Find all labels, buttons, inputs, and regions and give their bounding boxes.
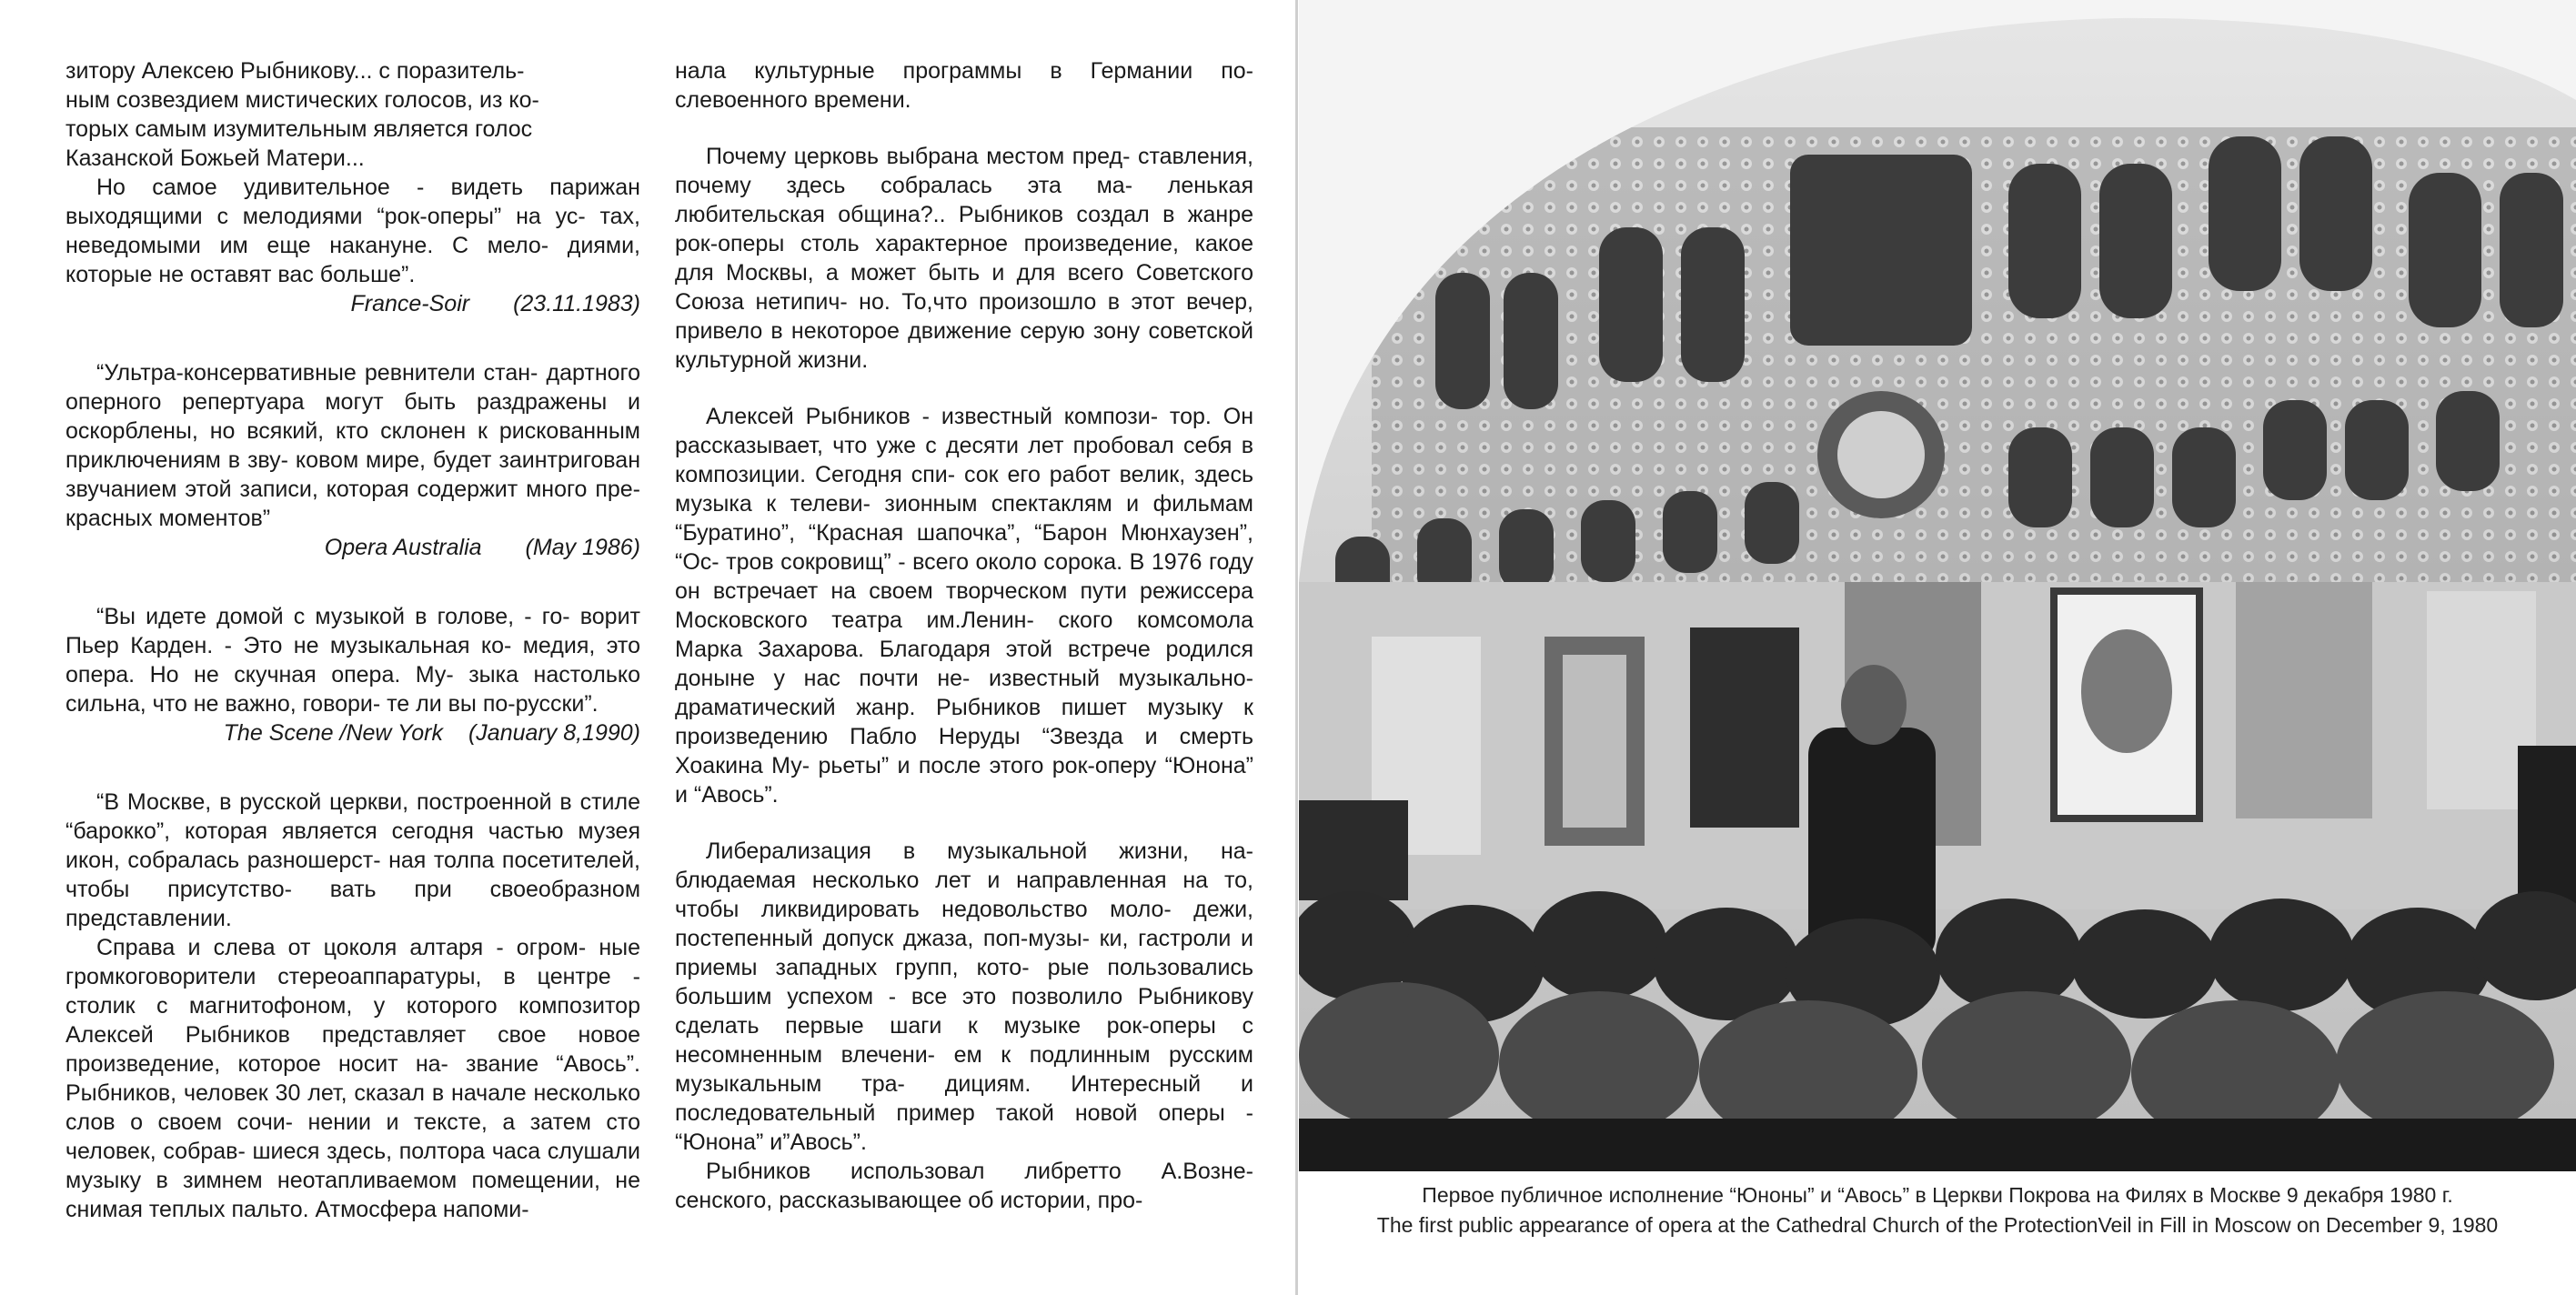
source-date: (January 8,1990) [468, 720, 640, 746]
quote-line: Казанской Божьей Матери... [65, 146, 365, 171]
source-name: Opera Australia [324, 535, 482, 560]
article-paragraph: Почему церковь выбрана местом пред- ставления, почему здесь собралась эта ма- ленькая любительская община?.. Рыбников создал в жанре рок-оперы столь характерное произведение, какое для Москвы, а может быть и для всего Советского Союза нетипич- но. То,что произошло в этот вечер, привело в некоторое движение серую зону советской культурной жизни. [675, 144, 1253, 373]
source-name: The Scene /New York [223, 720, 443, 746]
photo-illustration [1299, 0, 2576, 1171]
right-text-column [675, 56, 1253, 1215]
source-name: France-Soir [350, 291, 470, 316]
quote-line: зитору Алексею Рыбникову... с поразитель- [65, 58, 525, 84]
caption-russian: Первое публичное исполнение “Юноны” и “Авось” в Церкви Покрова на Филях в Москве 9 декабря 1980 г. [1422, 1183, 2453, 1207]
article-paragraph: нала культурные программы в Германии по- слевоенного времени. [675, 58, 1253, 113]
quote-source [65, 718, 640, 748]
article-paragraph: “В Москве, в русской церкви, построенной в стиле “барокко”, которая является сегодня частью музея икон, собралась разношерст- ная толпа посетителей, чтобы присутство- вать при своеобразном представлении. [65, 789, 640, 931]
press-quote-the-scene [65, 602, 640, 748]
quote-source [65, 533, 640, 562]
page-fold [1295, 0, 1298, 1295]
quote-line: ным созвездием мистических голосов, из ко- [65, 87, 539, 113]
quote-paragraph: Но самое удивительное - видеть парижан выходящими с мелодиями “рок-оперы” на ус- тах, неведомыми им еще накануне. С мело- диями, которые не оставят вас больше”. [65, 175, 640, 287]
source-date: (May 1986) [525, 535, 640, 560]
press-quote-france-soir [65, 56, 640, 318]
caption-english: The first public appearance of opera at the Cathedral Church of the ProtectionVeil in Fill in Moscow on December 9, 1980 [1376, 1213, 2499, 1237]
quote-paragraph: “Вы идете домой с музыкой в голове, - го- ворит Пьер Карден. - Это не музыкальная ко- медия, это опера. Но не скучная опера. Му- зыка настолько сильна, что не важно, говори- те ли вы по-русски”. [65, 604, 640, 717]
press-quote-opera-australia [65, 358, 640, 562]
quote-source [65, 289, 640, 318]
article-paragraph: Алексей Рыбников - известный компози- тор. Он рассказывает, что уже с десяти лет пробовал себя в композиции. Сегодня спи- сок его работ велик, здесь музыка к телеви- зионным спектаклям и фильмам “Буратино”, “Красная шапочка”, “Барон Мюнхаузен”, “Ос- тров сокровищ” - всего около сорока. В 1976 году он встречает на своем творческом пути режиссера Московского театра им.Ленин- ского комсомола Марка Захарова. Благодаря этой встрече родился доныне у нас почти не- известный музыкально-драматический жанр. Рыбников пишет музыку к произведению Пабло Неруды “Звезда и смерть Хоакина Му- рьеты” и после этого рок-оперу “Юнона” и “Авось”. [675, 404, 1253, 808]
left-text-column [65, 56, 640, 1224]
church-performance-photo [1299, 0, 2576, 1171]
article-paragraph: Справа и слева от цоколя алтаря - огром- ные громкоговорители стереоаппаратуры, в центре - столик с магнитофоном, у которого композитор Алексей Рыбников представляет свое новое произведение, которое носит на- звание “Авось”. Рыбников, человек 30 лет, сказал в начале несколько слов о своем сочи- нении и тексте, а затем сто человек, собрав- шиеся здесь, полтора часа слушали музыку в зимнем неотапливаемом помещении, не снимая теплых пальто. Атмосфера напоми- [65, 935, 640, 1222]
quote-paragraph: “Ультра-консервативные ревнители стан- дартного оперного репертуара могут быть раздражены и оскорблены, но всякий, кто склонен к рискованным приключениям в зву- ковом мире, будет заинтригован звучанием этой записи, которая содержит много пре- красных моментов” [65, 360, 640, 531]
photo-caption [1299, 1180, 2576, 1240]
source-date: (23.11.1983) [513, 291, 640, 316]
quote-line: торых самым изумительным является голос [65, 116, 533, 142]
article-paragraph: Либерализация в музыкальной жизни, на- блюдаемая несколько лет и направленная на то, чтобы ликвидировать недовольство моло- дежи, постепенный допуск джаза, поп-музы- ки, гастроли и приемы западных групп, кото- рые пользовались большим успехом - все это позволило Рыбникову сделать первые шаги к музыке рок-оперы с несомненным влечени- ем к подлинным русским музыкальным тра- дициям. Интересный и последовательный пример такой новой оперы - “Юнона” и”Авось”. [675, 838, 1253, 1155]
article-paragraph: Рыбников использовал либретто А.Возне- сенского, рассказывающее об истории, про- [675, 1159, 1253, 1213]
